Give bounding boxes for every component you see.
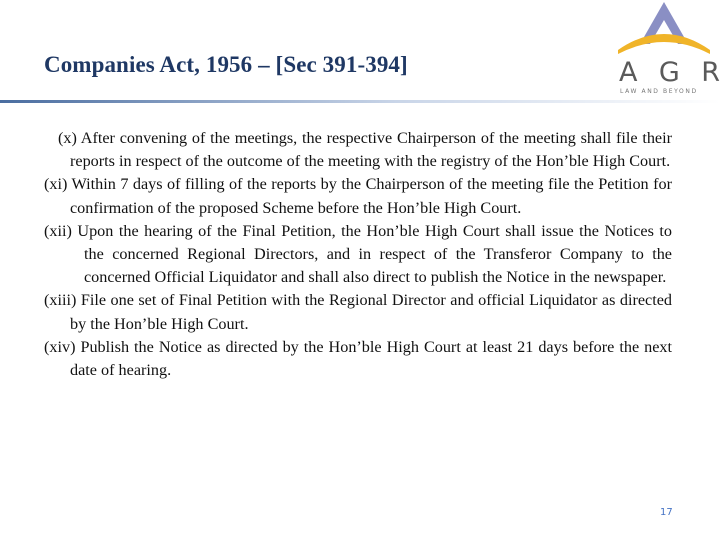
agr-logo — [606, 0, 720, 100]
logo-chevron-icon — [606, 0, 720, 60]
logo-tagline: LAW AND BEYOND — [620, 88, 698, 95]
logo-letter-a: A — [619, 57, 638, 88]
slide-title: Companies Act, 1956 – [Sec 391-394] — [44, 52, 408, 77]
logo-swoosh — [618, 34, 710, 54]
list-item: (xiv) Publish the Notice as directed by the Hon’ble High Court at least 21 days before the next date of hearing. — [44, 337, 672, 380]
list-item: (x) After convening of the meetings, the respective Chairperson of the meeting shall file their reports in respect of the outcome of the meeting with the registry of the Hon’ble High Court. — [58, 129, 672, 171]
list-item: (xiii) File one set of Final Petition with the Regional Director and official Liquidator as directed by the Hon’ble High Court. — [44, 291, 672, 333]
title-divider — [0, 100, 720, 103]
logo-letter-r: R — [701, 57, 720, 88]
logo-letter-g: G — [658, 57, 680, 88]
list-item: (xii) Upon the hearing of the Final Petition, the Hon’ble High Court shall issue the Notices to the concerned Regional Directors, and in respect of the Transferor Company to the concerned Official Liquidator and shall also direct to publish the Notice in the newspaper. — [44, 221, 672, 287]
page-number: 17 — [660, 507, 673, 518]
slide-body — [44, 127, 672, 382]
list-item: (xi) Within 7 days of filling of the reports by the Chairperson of the meeting file the Petition for confirmation of the proposed Scheme before the Hon’ble High Court. — [44, 175, 672, 217]
logo-letters — [619, 58, 720, 88]
